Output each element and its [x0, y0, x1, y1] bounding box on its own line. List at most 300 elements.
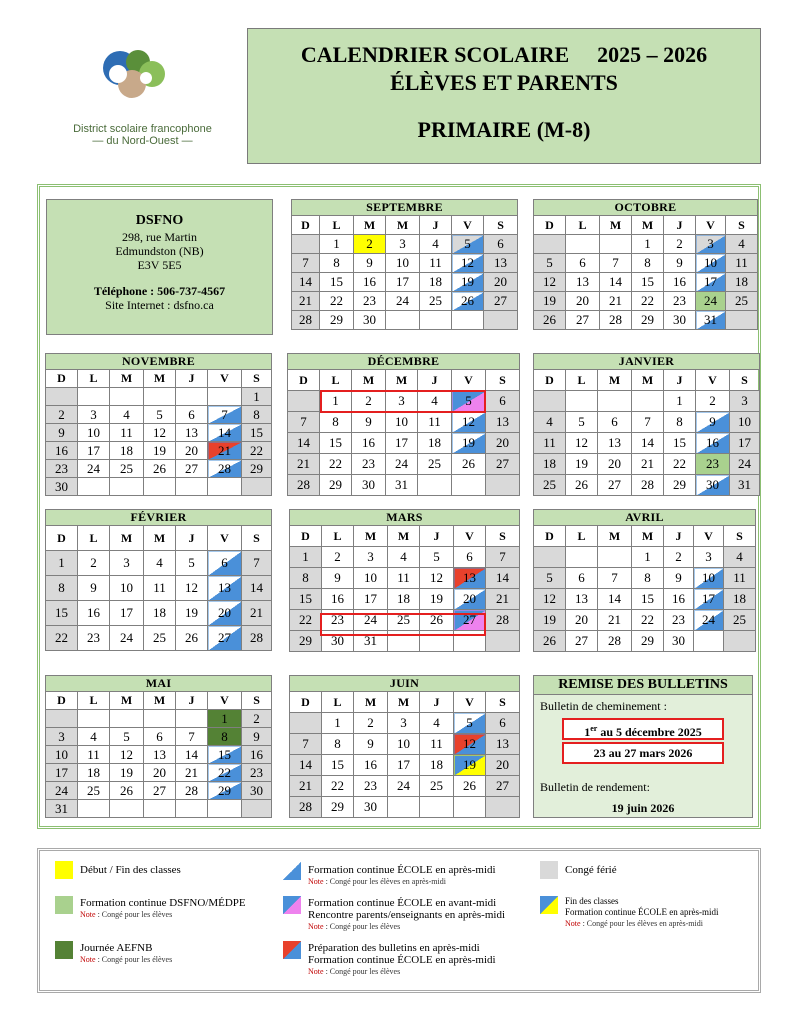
day-cell: 9: [242, 728, 272, 746]
day-cell: 6: [486, 391, 520, 412]
day-cell: 1: [320, 235, 354, 254]
day-cell: 31: [354, 631, 388, 652]
month-june: [289, 675, 520, 818]
day-cell: 8: [290, 568, 322, 589]
week-row: [46, 782, 272, 800]
day-header: S: [242, 370, 272, 388]
day-header: J: [664, 526, 694, 547]
day-header: M: [144, 526, 176, 551]
day-header: S: [242, 692, 272, 710]
day-cell: 5: [176, 551, 208, 576]
legend-ecole-pm: [308, 864, 496, 888]
day-cell: 30: [322, 631, 354, 652]
day-cell: 2: [242, 710, 272, 728]
day-cell: 10: [386, 412, 418, 433]
day-cell: [208, 800, 242, 818]
day-cell: 21: [600, 292, 632, 311]
day-cell: 8: [322, 734, 354, 755]
day-cell: [420, 631, 454, 652]
day-cell: 16: [78, 601, 110, 626]
month-april: [533, 509, 756, 652]
week-row: [292, 235, 518, 254]
week-row: [534, 254, 758, 273]
month-name: JANVIER: [534, 354, 760, 370]
month-name: NOVEMBRE: [46, 354, 272, 370]
day-cell: [110, 800, 144, 818]
week-row: [46, 576, 272, 601]
note-prefix: Note: [565, 919, 581, 928]
day-cell: 23: [354, 776, 388, 797]
day-cell: [78, 388, 110, 406]
month-name: JUIN: [290, 676, 520, 692]
day-cell: [208, 388, 242, 406]
day-cell: [386, 311, 420, 330]
day-cell: 2: [352, 391, 386, 412]
bulletins-date-1-day: 1: [584, 725, 591, 739]
day-cell: [110, 478, 144, 496]
month-name: SEPTEMBRE: [292, 200, 518, 216]
bulletins-title: REMISE DES BULLETINS: [534, 676, 752, 695]
month-name: DÉCEMBRE: [288, 354, 520, 370]
day-cell: 3: [694, 547, 724, 568]
day-cell: 20: [486, 433, 520, 454]
week-row: [46, 424, 272, 442]
day-cell: 24: [110, 626, 144, 651]
day-cell: 17: [354, 589, 388, 610]
week-row: [46, 800, 272, 818]
day-cell: 23: [664, 292, 696, 311]
day-cell: 5: [110, 728, 144, 746]
header-year: 2025 – 2026: [597, 42, 708, 67]
bulletins-rend-date: 19 juin 2026: [611, 801, 675, 815]
day-cell: 8: [632, 254, 664, 273]
day-cell: 9: [46, 424, 78, 442]
day-cell: 15: [320, 433, 352, 454]
day-cell: 2: [664, 235, 696, 254]
day-cell: 25: [144, 626, 176, 651]
day-cell: 27: [484, 292, 518, 311]
day-cell: 23: [322, 610, 354, 631]
day-cell: 14: [292, 273, 320, 292]
note-prefix: Note: [80, 955, 96, 964]
day-cell: 17: [386, 273, 420, 292]
day-cell: 18: [420, 273, 452, 292]
day-cell: 23: [242, 764, 272, 782]
day-header: M: [632, 526, 664, 547]
day-cell: [176, 800, 208, 818]
day-cell: 26: [420, 610, 454, 631]
day-cell: 13: [176, 424, 208, 442]
day-cell: 12: [144, 424, 176, 442]
day-cell: 3: [46, 728, 78, 746]
day-cell: [78, 800, 110, 818]
day-cell: 17: [730, 433, 760, 454]
day-cell: [46, 710, 78, 728]
day-cell: 6: [454, 547, 486, 568]
day-header: J: [664, 216, 696, 235]
week-row: [290, 547, 520, 568]
day-cell: 8: [208, 728, 242, 746]
day-cell: 15: [242, 424, 272, 442]
day-cell: 28: [598, 631, 632, 652]
logo-line-2-row: — du Nord-Ouest —: [92, 135, 193, 147]
day-cell: 27: [208, 626, 242, 651]
day-cell: 27: [566, 631, 598, 652]
day-cell: 10: [78, 424, 110, 442]
day-cell: 22: [322, 776, 354, 797]
day-cell: 13: [454, 568, 486, 589]
day-cell: 30: [242, 782, 272, 800]
month-name: AVRIL: [534, 510, 756, 526]
day-cell: 27: [566, 311, 600, 330]
note-text: : Congé pour les élèves: [323, 922, 401, 931]
legend-end-classes-text: Fin des classes: [565, 896, 619, 906]
day-cell: 6: [144, 728, 176, 746]
day-header: L: [78, 692, 110, 710]
legend-end-classes: [565, 896, 718, 929]
day-header: S: [486, 692, 520, 713]
day-cell: [176, 478, 208, 496]
day-cell: 26: [144, 460, 176, 478]
day-cell: 14: [632, 433, 664, 454]
day-cell: 19: [534, 292, 566, 311]
day-cell: [288, 391, 320, 412]
day-cell: 22: [320, 454, 352, 475]
week-row: [288, 412, 520, 433]
day-header: D: [46, 526, 78, 551]
day-cell: 28: [242, 626, 272, 651]
day-cell: 26: [454, 776, 486, 797]
day-header: S: [484, 216, 518, 235]
day-cell: [144, 710, 176, 728]
header-title: CALENDRIER SCOLAIRE: [300, 42, 570, 67]
day-cell: 12: [454, 734, 486, 755]
swatch-dark-green-icon: [55, 941, 73, 959]
day-cell: 9: [322, 568, 354, 589]
day-cell: 19: [144, 442, 176, 460]
day-cell: 7: [242, 551, 272, 576]
week-row: [46, 601, 272, 626]
day-cell: [110, 388, 144, 406]
day-cell: 28: [288, 475, 320, 496]
month-may: [45, 675, 272, 818]
day-cell: 7: [600, 254, 632, 273]
day-cell: 7: [290, 734, 322, 755]
day-cell: [144, 800, 176, 818]
day-cell: [420, 797, 454, 818]
day-cell: 18: [78, 764, 110, 782]
week-row: [46, 710, 272, 728]
day-cell: [242, 478, 272, 496]
day-cell: 6: [566, 568, 598, 589]
day-cell: 27: [486, 776, 520, 797]
day-cell: 17: [388, 755, 420, 776]
header-title-row: [248, 41, 760, 69]
day-header: V: [452, 370, 486, 391]
legend-ecole-am-text2: Rencontre parents/enseignants en après-midi: [308, 909, 506, 921]
day-cell: 16: [242, 746, 272, 764]
day-cell: 11: [534, 433, 566, 454]
day-cell: 11: [78, 746, 110, 764]
week-row: [534, 433, 760, 454]
bulletins-date-1-rest: au 5 décembre 2025: [597, 725, 702, 739]
day-cell: [452, 311, 484, 330]
week-row: [290, 610, 520, 631]
day-cell: 24: [694, 610, 724, 631]
day-cell: 31: [696, 311, 726, 330]
contact-name: DSFNO: [135, 213, 184, 228]
day-cell: 14: [208, 424, 242, 442]
day-cell: [566, 391, 598, 412]
month-name: MAI: [46, 676, 272, 692]
month-grid: [45, 675, 272, 818]
day-cell: 20: [598, 454, 632, 475]
day-cell: 5: [534, 254, 566, 273]
day-header: M: [632, 370, 664, 391]
day-cell: 27: [598, 475, 632, 496]
day-header: M: [600, 216, 632, 235]
day-cell: [694, 631, 724, 652]
day-cell: 23: [78, 626, 110, 651]
day-cell: 3: [388, 713, 420, 734]
swatch-gray-icon: [540, 861, 558, 879]
day-header: M: [386, 370, 418, 391]
day-cell: 3: [386, 235, 420, 254]
day-cell: 7: [288, 412, 320, 433]
day-cell: 23: [664, 610, 694, 631]
day-header: D: [46, 692, 78, 710]
day-cell: 29: [322, 797, 354, 818]
day-cell: [484, 311, 518, 330]
day-cell: 17: [386, 433, 418, 454]
day-cell: 24: [696, 292, 726, 311]
day-header: M: [144, 692, 176, 710]
week-row: [46, 442, 272, 460]
day-cell: 20: [484, 273, 518, 292]
contact-site: Site Internet : dsfno.ca: [105, 298, 214, 312]
week-row: [290, 776, 520, 797]
day-cell: 29: [320, 311, 354, 330]
day-cell: 29: [320, 475, 352, 496]
day-header: J: [418, 370, 452, 391]
day-cell: 25: [726, 292, 758, 311]
day-cell: 26: [176, 626, 208, 651]
day-cell: [600, 235, 632, 254]
day-cell: [78, 710, 110, 728]
day-cell: 24: [388, 776, 420, 797]
day-cell: 24: [78, 460, 110, 478]
legend-bulletins-prep-text: Préparation des bulletins en après-midi: [308, 942, 480, 954]
day-cell: 26: [534, 311, 566, 330]
day-header: S: [486, 370, 520, 391]
day-cell: 13: [486, 412, 520, 433]
day-cell: 12: [534, 589, 566, 610]
day-header: L: [320, 370, 352, 391]
week-row: [288, 391, 520, 412]
note-prefix: Note: [80, 910, 96, 919]
legend-end-classes-text2: Formation continue ÉCOLE en après-midi: [565, 907, 719, 917]
contact-box: [46, 199, 273, 335]
day-cell: 12: [420, 568, 454, 589]
day-cell: 21: [208, 442, 242, 460]
day-cell: 22: [632, 610, 664, 631]
day-cell: 24: [386, 292, 420, 311]
day-cell: 19: [176, 601, 208, 626]
legend-ecole-am-text: Formation continue ÉCOLE en avant-midi: [308, 897, 497, 909]
day-cell: 28: [600, 311, 632, 330]
day-cell: 31: [46, 800, 78, 818]
legend-ecole-pm-text: Formation continue ÉCOLE en après-midi: [308, 864, 496, 876]
day-cell: 10: [694, 568, 724, 589]
day-header: V: [208, 526, 242, 551]
day-cell: 1: [664, 391, 696, 412]
day-header: V: [694, 526, 724, 547]
logo-line-2: du Nord-Ouest: [106, 135, 179, 147]
day-cell: 2: [664, 547, 694, 568]
legend-bulletins-prep-note: [308, 966, 496, 978]
swatch-light-green-icon: [55, 896, 73, 914]
day-cell: 18: [534, 454, 566, 475]
week-row: [46, 478, 272, 496]
day-cell: 26: [110, 782, 144, 800]
week-row: [290, 631, 520, 652]
day-header: L: [322, 526, 354, 547]
day-cell: 16: [664, 589, 694, 610]
day-cell: 16: [322, 589, 354, 610]
day-cell: 26: [452, 292, 484, 311]
day-header: V: [208, 370, 242, 388]
swatch-pink-triangle-icon: [283, 896, 301, 914]
month-name: MARS: [290, 510, 520, 526]
day-cell: [290, 713, 322, 734]
week-row: [46, 746, 272, 764]
day-cell: 17: [78, 442, 110, 460]
legend-holiday: Congé férié: [565, 864, 617, 876]
bulletins-date-2: 23 au 27 mars 2026: [562, 742, 724, 764]
month-grid: [533, 353, 760, 496]
day-cell: 20: [176, 442, 208, 460]
day-header: J: [176, 692, 208, 710]
day-cell: 6: [208, 551, 242, 576]
header-level: PRIMAIRE (M-8): [417, 117, 591, 142]
day-cell: 15: [290, 589, 322, 610]
week-row: [46, 728, 272, 746]
day-cell: 4: [724, 547, 756, 568]
day-cell: [144, 478, 176, 496]
day-cell: [388, 631, 420, 652]
note-text: : Congé pour les élèves: [95, 955, 173, 964]
day-cell: 23: [46, 460, 78, 478]
day-cell: 17: [46, 764, 78, 782]
day-cell: 29: [290, 631, 322, 652]
day-header: M: [386, 216, 420, 235]
month-december: [287, 353, 520, 496]
day-cell: 25: [418, 454, 452, 475]
day-cell: 14: [598, 589, 632, 610]
day-cell: 3: [730, 391, 760, 412]
day-cell: 23: [352, 454, 386, 475]
day-cell: 17: [696, 273, 726, 292]
day-cell: 11: [420, 734, 454, 755]
legend-aefnb-note: [80, 954, 172, 966]
day-header: V: [696, 370, 730, 391]
day-header: M: [388, 526, 420, 547]
day-header: S: [724, 526, 756, 547]
note-text: : Congé pour les élèves en après-midi: [323, 877, 446, 886]
legend-aefnb-text: Journée AEFNB: [80, 942, 153, 954]
day-cell: 30: [664, 631, 694, 652]
day-cell: [486, 797, 520, 818]
day-cell: 4: [726, 235, 758, 254]
day-cell: 12: [452, 412, 486, 433]
day-cell: 9: [664, 568, 694, 589]
day-cell: [144, 388, 176, 406]
day-cell: 28: [290, 797, 322, 818]
month-march: [289, 509, 520, 652]
week-row: [288, 433, 520, 454]
day-header: M: [388, 692, 420, 713]
legend-bulletins-prep: [308, 942, 496, 978]
day-header: M: [110, 526, 144, 551]
day-cell: 7: [292, 254, 320, 273]
day-cell: 19: [452, 273, 484, 292]
day-cell: 25: [724, 610, 756, 631]
week-row: [292, 311, 518, 330]
day-cell: 12: [176, 576, 208, 601]
week-row: [290, 797, 520, 818]
day-cell: [598, 391, 632, 412]
day-cell: 10: [388, 734, 420, 755]
day-cell: 17: [694, 589, 724, 610]
day-cell: 7: [632, 412, 664, 433]
legend-ecole-pm-note: [308, 876, 496, 888]
day-cell: 25: [110, 460, 144, 478]
day-cell: 1: [290, 547, 322, 568]
day-cell: 1: [632, 235, 664, 254]
legend-start-end: Début / Fin des classes: [80, 864, 181, 876]
day-header: V: [454, 526, 486, 547]
day-cell: 5: [452, 235, 484, 254]
week-row: [534, 475, 760, 496]
week-row: [46, 626, 272, 651]
day-cell: 10: [696, 254, 726, 273]
legend-bulletins-prep-text2: Formation continue ÉCOLE en après-midi: [308, 954, 496, 966]
week-row: [288, 454, 520, 475]
month-grid: [45, 509, 272, 651]
day-cell: 10: [354, 568, 388, 589]
legend-end-classes-note: [565, 918, 718, 929]
day-cell: 22: [290, 610, 322, 631]
day-header: D: [290, 526, 322, 547]
month-grid: [289, 675, 520, 818]
day-cell: [110, 710, 144, 728]
day-cell: [388, 797, 420, 818]
day-cell: 13: [566, 589, 598, 610]
page-header: [247, 28, 761, 164]
week-row: [46, 764, 272, 782]
day-cell: 6: [486, 713, 520, 734]
day-header: L: [322, 692, 354, 713]
day-header: M: [632, 216, 664, 235]
day-cell: 15: [320, 273, 354, 292]
day-header: M: [598, 370, 632, 391]
day-cell: 28: [176, 782, 208, 800]
day-cell: 20: [454, 589, 486, 610]
logo-emblem-icon: [60, 40, 225, 120]
day-cell: 15: [664, 433, 696, 454]
day-cell: 16: [664, 273, 696, 292]
day-cell: 15: [208, 746, 242, 764]
